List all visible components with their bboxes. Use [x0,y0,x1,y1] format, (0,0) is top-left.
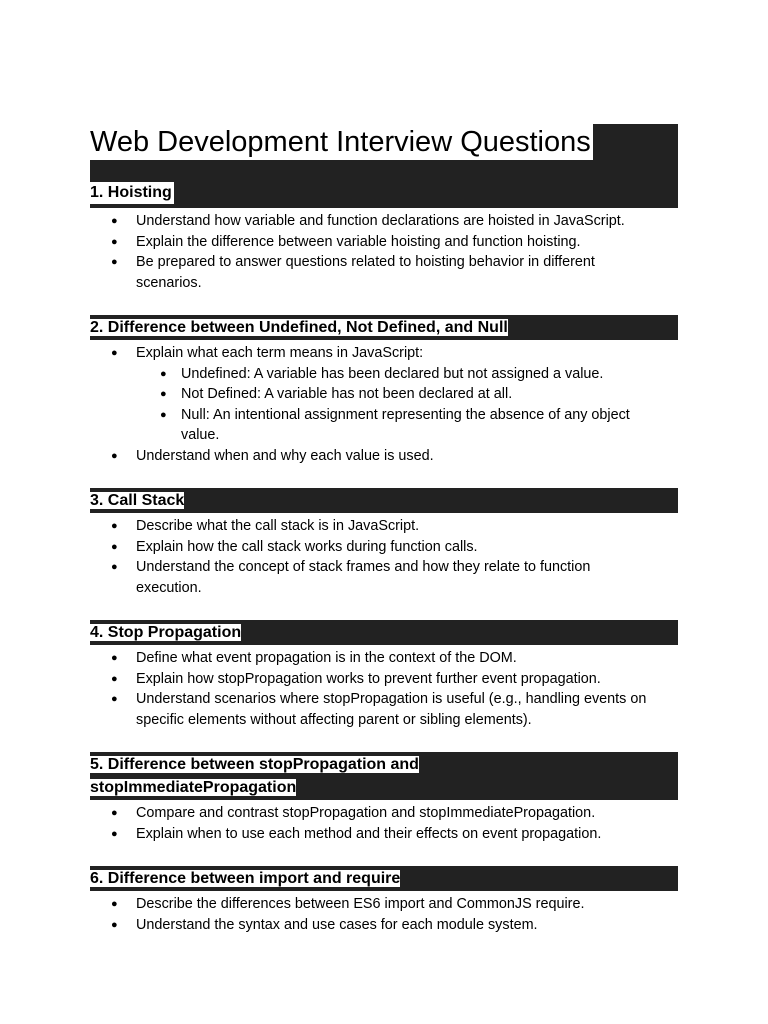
list-item: ● Explain the difference between variable hoisting and function hoisting. [90,232,678,253]
list-item: ● Explain when to use each method and their effects on event propagation. [90,824,678,845]
sub-list-item: ● Not Defined: A variable has not been declared at all. [136,384,678,405]
document-page [90,124,678,935]
sub-list-item: ● Null: An intentional assignment representing the absence of any object value. [136,405,678,446]
sub-list [136,364,678,446]
section-band-6 [90,866,678,891]
section-heading-2: 2. Difference between Undefined, Not Defined, and Null [90,319,508,336]
list-item: ● Understand when and why each value is used. [90,446,678,467]
section-band-5 [90,752,678,800]
section-heading-1: 1. Hoisting [90,182,174,204]
section-heading-6: 6. Difference between import and require [90,870,401,887]
list-item: ● Understand how variable and function declarations are hoisted in JavaScript. [90,211,678,232]
section-heading-5: 5. Difference between stopPropagation and stopImmediatePropagation [90,756,419,796]
list-item: ● Describe what the call stack is in JavaScript. [90,516,678,537]
section-band-2 [90,315,678,340]
list-item: ● Be prepared to answer questions related to hoisting behavior in different scenarios. [90,252,678,293]
sub-list-item: ● Undefined: A variable has been declared but not assigned a value. [136,364,678,385]
section-heading-4: 4. Stop Propagation [90,624,242,641]
section-list-3 [90,516,678,598]
section-list-6 [90,894,678,935]
document-title: Web Development Interview Questions [90,126,591,158]
section-list-4 [90,648,678,730]
section-list-5 [90,803,678,844]
list-item: ● Understand the syntax and use cases for each module system. [90,915,678,936]
list-item [90,343,678,446]
list-item-text: Explain what each term means in JavaScript: [136,345,424,361]
list-item: ● Explain how stopPropagation works to prevent further event propagation. [90,669,678,690]
section-list-2 [90,343,678,466]
list-item: ● Define what event propagation is in the context of the DOM. [90,648,678,669]
section-band-3 [90,488,678,513]
section-band-4 [90,620,678,645]
title-band [90,124,678,208]
list-item: ● Compare and contrast stopPropagation and stopImmediatePropagation. [90,803,678,824]
list-item: ● Describe the differences between ES6 import and CommonJS require. [90,894,678,915]
list-item: ● Understand scenarios where stopPropagation is useful (e.g., handling events on specific elements without affecting parent or sibling elements). [90,689,678,730]
section-list-1 [90,211,678,293]
list-item: ● Understand the concept of stack frames and how they relate to function execution. [90,557,678,598]
list-item: ● Explain how the call stack works during function calls. [90,537,678,558]
section-heading-3: 3. Call Stack [90,492,185,509]
